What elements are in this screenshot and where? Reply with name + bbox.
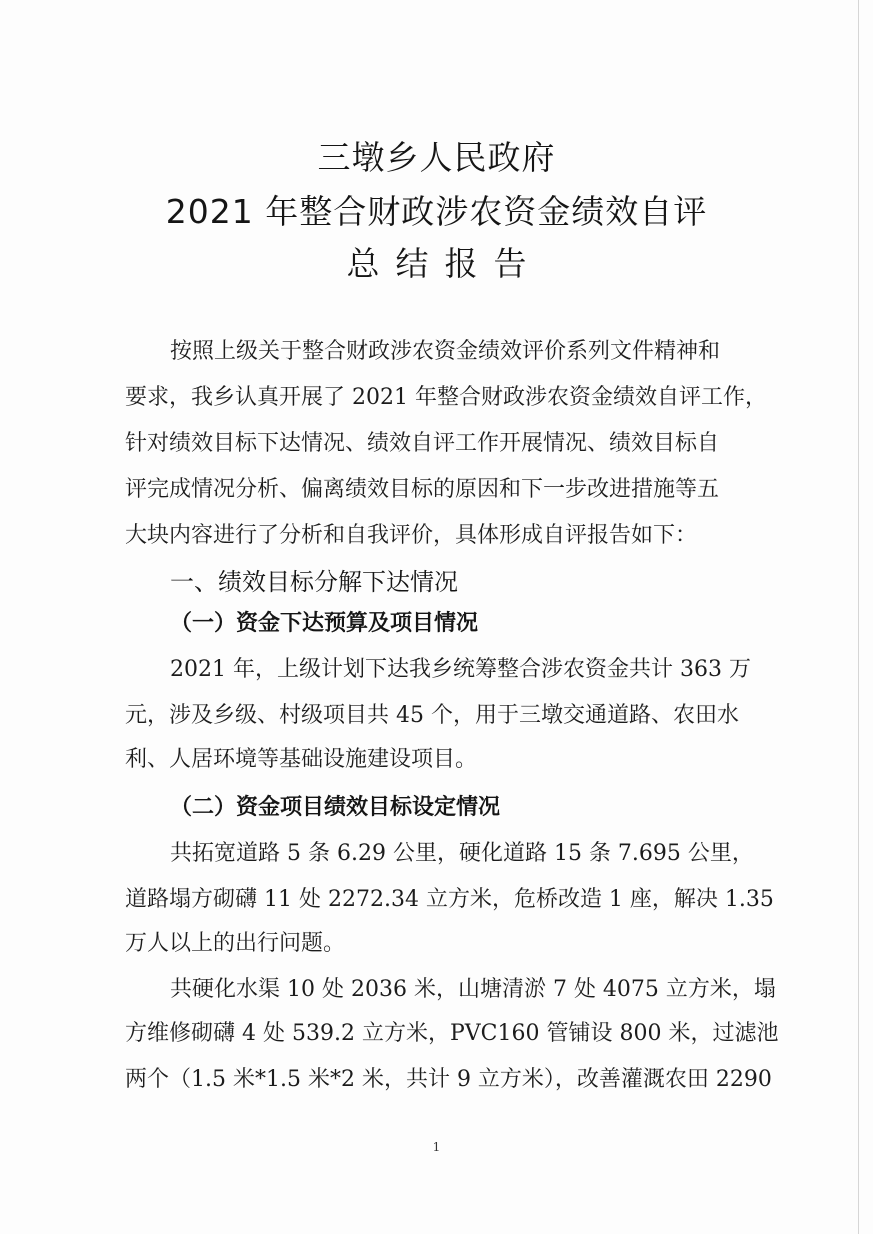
- paragraph-line: 两个（1.5 米*1.5 米*2 米，共计 9 立方米），改善灌溉农田 2290: [125, 1067, 772, 1092]
- paragraph-line: 万人以上的出行问题。: [125, 931, 346, 956]
- paragraph-line: 元，涉及乡级、村级项目共 45 个，用于三墩交通道路、农田水: [125, 703, 739, 728]
- paragraph-line: 道路塌方砌礴 11 处 2272.34 立方米，危桥改造 1 座，解决 1.35: [125, 887, 774, 912]
- subsection-heading: （一）资金下达预算及项目情况: [170, 611, 479, 636]
- paragraph-line: 共拓宽道路 5 条 6.29 公里，硬化道路 15 条 7.695 公里，: [170, 841, 754, 866]
- title-line-3: 总结报告: [346, 244, 543, 283]
- paragraph-line: 2021 年，上级计划下达我乡统筹整合涉农资金共计 363 万: [170, 657, 751, 682]
- paragraph-line: 共硬化水渠 10 处 2036 米，山塘清淤 7 处 4075 立方米，塌: [170, 977, 776, 1002]
- paragraph-line: 方维修砌礴 4 处 539.2 立方米，PVC160 管铺设 800 米，过滤池: [125, 1021, 779, 1046]
- intro-line: 按照上级关于整合财政涉农资金绩效评价系列文件精神和: [170, 339, 721, 364]
- page-number: 1: [432, 1140, 441, 1154]
- intro-line: 要求，我乡认真开展了 2021 年整合财政涉农资金绩效自评工作，: [125, 385, 767, 410]
- title-line-1: 三墩乡人民政府: [317, 138, 556, 177]
- intro-line: 针对绩效目标下达情况、绩效自评工作开展情况、绩效目标自: [125, 431, 720, 456]
- subsection-heading: （二）资金项目绩效目标设定情况: [170, 795, 501, 820]
- intro-line: 评完成情况分析、偏离绩效目标的原因和下一步改进措施等五: [125, 477, 720, 502]
- paragraph-line: 利、人居环境等基础设施建设项目。: [125, 747, 478, 772]
- intro-line: 大块内容进行了分析和自我评价，具体形成自评报告如下：: [125, 523, 698, 548]
- section-heading: 一、绩效目标分解下达情况: [170, 568, 458, 596]
- title-line-2: 2021 年整合财政涉农资金绩效自评: [165, 192, 708, 231]
